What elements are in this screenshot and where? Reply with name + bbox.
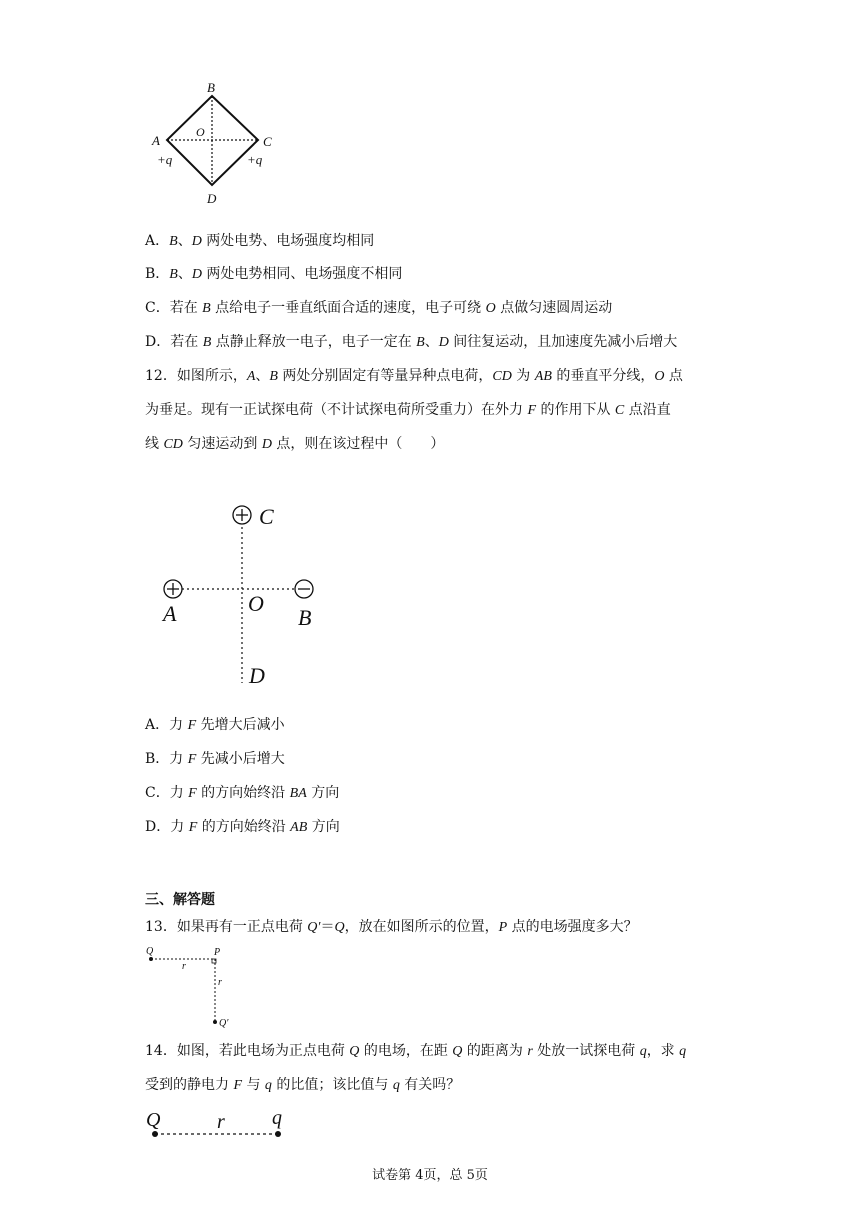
q12-option-a: A．力 F 先增大后减小 xyxy=(145,717,285,733)
point-q-test xyxy=(275,1131,281,1137)
q14-stem-line1: 14．如图，若此电场为正点电荷 Q 的电场，在距 Q 的距离为 r 处放一试探电荷 q，求 q xyxy=(145,1043,687,1059)
label-b: B xyxy=(207,80,215,95)
label-p: P xyxy=(214,947,221,958)
label-r: r xyxy=(217,1111,225,1133)
page-footer: 试卷第 4页，总 5页 xyxy=(372,1168,488,1183)
q11-option-b: B．B、D 两处电势相同、电场强度不相同 xyxy=(145,266,403,282)
label-charge-a: +q xyxy=(157,152,173,167)
label-r2: r xyxy=(218,977,222,988)
q11-option-d: D．若在 B 点静止释放一电子，电子一定在 B、D 间往复运动，且加速度先减小后增大 xyxy=(145,334,678,350)
label-o: O xyxy=(248,591,264,616)
q14-stem-line2: 受到的静电力 F 与 q 的比值；该比值与 q 有关吗？ xyxy=(145,1077,461,1093)
q12-stem-line1: 12．如图所示，A、B 两处分别固定有等量异种点电荷，CD 为 AB 的垂直平分线，O 点 xyxy=(145,368,683,384)
label-q: Q xyxy=(146,946,154,957)
q12-option-c: C．力 F 的方向始终沿 BA 方向 xyxy=(145,785,340,801)
q12-option-d: D．力 F 的方向始终沿 AB 方向 xyxy=(145,819,340,835)
label-a: A xyxy=(163,601,177,626)
label-c: C xyxy=(263,134,272,149)
section-heading: 三、解答题 xyxy=(145,892,215,908)
label-r1: r xyxy=(182,961,186,972)
label-charge-c: +q xyxy=(247,152,263,167)
label-d: D xyxy=(207,191,217,206)
label-q-test: q xyxy=(272,1107,282,1129)
q12-stem-line3: 线 CD 匀速运动到 D 点，则在该过程中（ ） xyxy=(145,436,445,452)
q11-option-a: A．B、D 两处电势、电场强度均相同 xyxy=(145,233,375,249)
label-o: O xyxy=(196,125,205,139)
q12-stem-line2: 为垂足。现有一正试探电荷（不计试探电荷所受重力）在外力 F 的作用下从 C 点沿直 xyxy=(145,402,671,418)
label-q-source: Q xyxy=(146,1109,161,1131)
label-a: A xyxy=(152,133,160,148)
q11-option-c: C．若在 B 点给电子一垂直纸面合适的速度，电子可绕 O 点做匀速圆周运动 xyxy=(145,300,613,316)
label-c: C xyxy=(259,504,274,529)
label-b: B xyxy=(298,605,312,630)
label-d: D xyxy=(249,663,265,688)
q13-stem: 13．如果再有一正点电荷 Q′＝Q，放在如图所示的位置，P 点的电场强度多大？ xyxy=(145,919,638,935)
q12-option-b: B．力 F 先减小后增大 xyxy=(145,751,285,767)
label-qprime: Q′ xyxy=(219,1018,229,1029)
